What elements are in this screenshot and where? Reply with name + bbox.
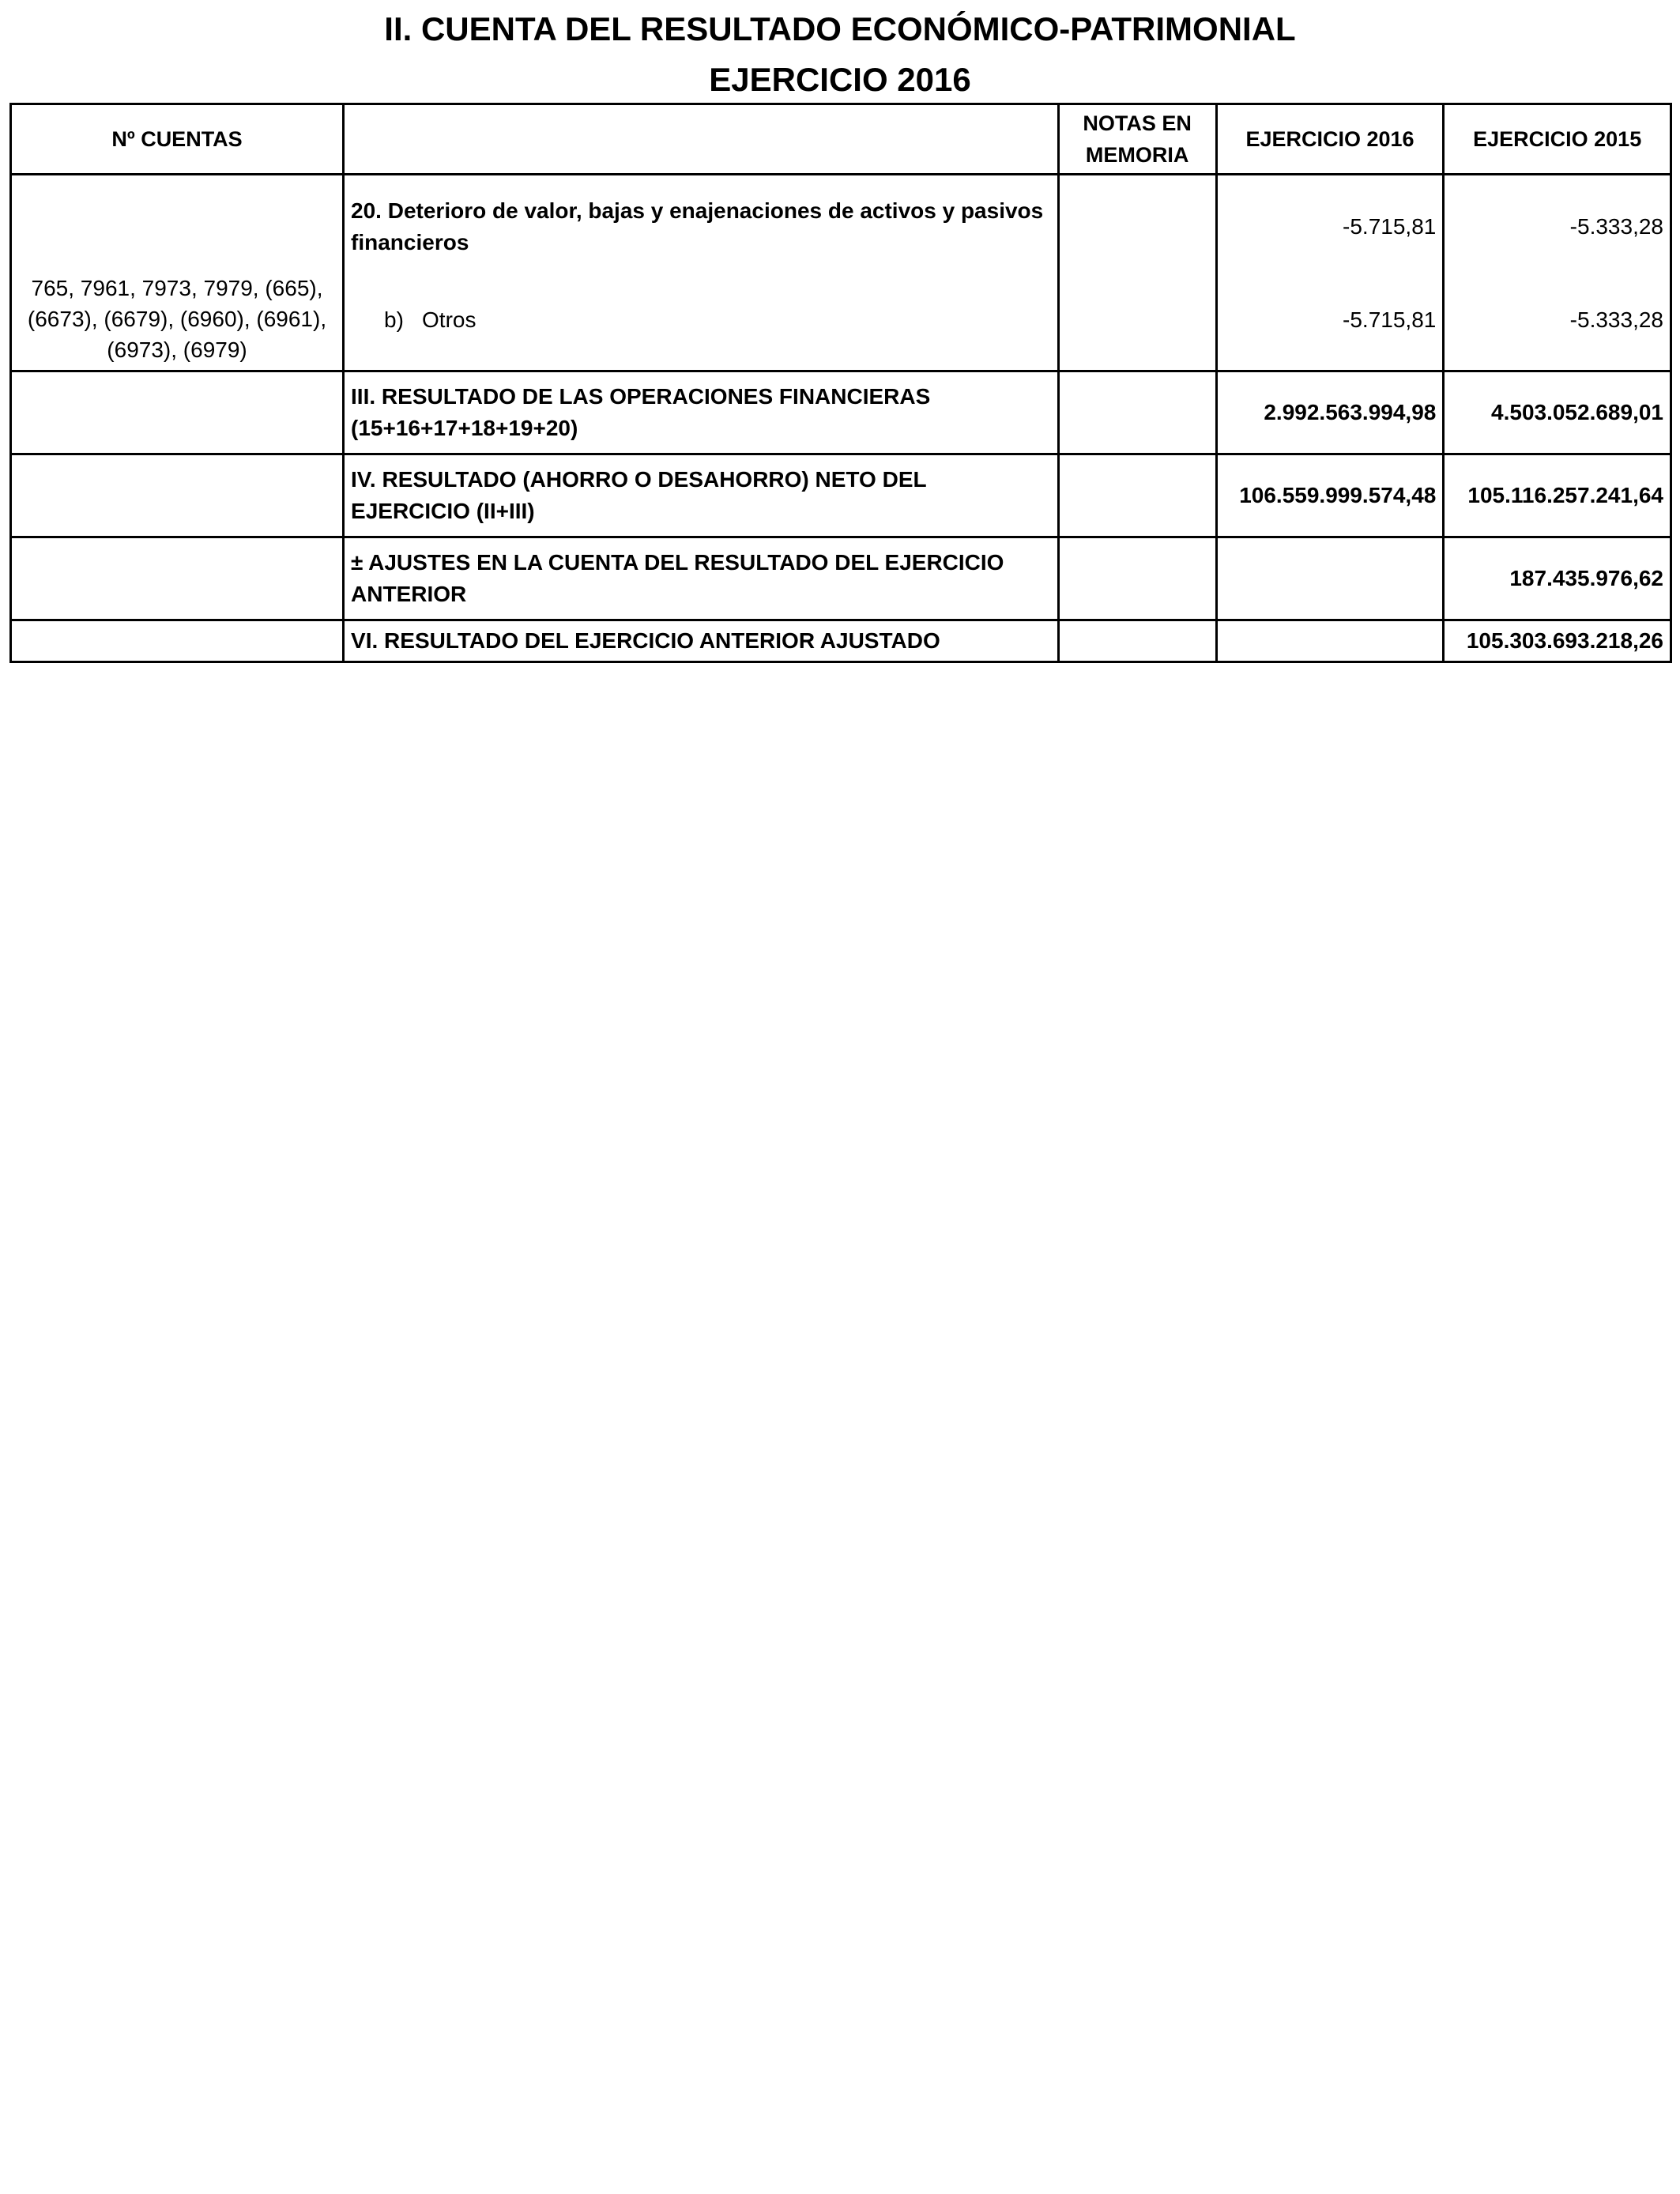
document-subtitle: EJERCICIO 2016 [709, 61, 971, 98]
sub-item-value-2015: -5.333,28 [1569, 307, 1663, 332]
table-row [11, 620, 1671, 662]
table-header-row [11, 104, 1671, 175]
header-accounts: Nº CUENTAS [11, 104, 344, 175]
header-description [344, 104, 1059, 175]
row-value-2016 [1216, 620, 1444, 662]
sub-item-letter: b) [384, 307, 404, 332]
row-value-2015: 187.435.976,62 [1444, 537, 1671, 620]
sub-item-value-2016: -5.715,81 [1343, 307, 1437, 332]
accounts-cell [11, 454, 344, 537]
row-value-2016 [1216, 537, 1444, 620]
row-description: 20. Deterioro de valor, bajas y enajenaciones de activos y pasivos financieros [351, 198, 1044, 254]
row-description: ± AJUSTES EN LA CUENTA DEL RESULTADO DEL EJERCICIO ANTERIOR [344, 537, 1059, 620]
notes-cell [1058, 175, 1216, 371]
notes-cell [1058, 371, 1216, 454]
results-table [9, 103, 1672, 663]
notes-cell [1058, 537, 1216, 620]
accounts-cell [11, 537, 344, 620]
row-value-2016: 2.992.563.994,98 [1216, 371, 1444, 454]
table-row [11, 537, 1671, 620]
row-value-2015: 4.503.052.689,01 [1444, 371, 1671, 454]
table-row [11, 371, 1671, 454]
accounts-cell [11, 620, 344, 662]
sub-item-description: Otros [422, 307, 477, 332]
table-row [11, 454, 1671, 537]
notes-cell [1058, 620, 1216, 662]
year-2016-cell [1216, 175, 1444, 371]
row-value-2016: 106.559.999.574,48 [1216, 454, 1444, 537]
row-value-2015: -5.333,28 [1569, 214, 1663, 239]
row-value-2016: -5.715,81 [1343, 214, 1437, 239]
header-year-2015: EJERCICIO 2015 [1444, 104, 1671, 175]
document-title: II. CUENTA DEL RESULTADO ECONÓMICO-PATRIMONIAL [384, 10, 1296, 47]
accounts-cell [11, 371, 344, 454]
year-2015-cell [1444, 175, 1671, 371]
row-value-2015: 105.303.693.218,26 [1444, 620, 1671, 662]
row-value-2015: 105.116.257.241,64 [1444, 454, 1671, 537]
row-description: VI. RESULTADO DEL EJERCICIO ANTERIOR AJUSTADO [344, 620, 1059, 662]
header-notes: NOTAS EN MEMORIA [1058, 104, 1216, 175]
row-description: III. RESULTADO DE LAS OPERACIONES FINANCIERAS (15+16+17+18+19+20) [344, 371, 1059, 454]
table-row [11, 175, 1671, 371]
header-year-2016: EJERCICIO 2016 [1216, 104, 1444, 175]
accounts-cell [11, 175, 344, 371]
row-description: IV. RESULTADO (AHORRO O DESAHORRO) NETO DEL EJERCICIO (II+III) [344, 454, 1059, 537]
notes-cell [1058, 454, 1216, 537]
description-cell [344, 175, 1059, 371]
accounts-list: 765, 7961, 7973, 7979, (665), (6673), (6679), (6960), (6961), (6973), (6979) [27, 276, 327, 362]
